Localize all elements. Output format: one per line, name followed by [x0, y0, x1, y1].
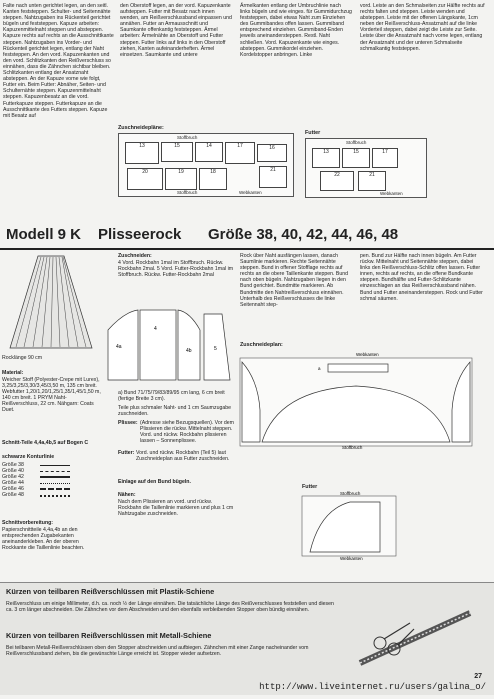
- svg-text:Stoffbruch: Stoffbruch: [340, 491, 361, 496]
- size-legend: Größe 38 Größe 40 Größe 42 Größe 44 Größe 46 Größe 48: [2, 462, 102, 499]
- model-number: Modell 9 K: [6, 226, 82, 243]
- schnitt-title: Schnitt-Teile 4,4a,4b,5 auf Bogen C: [2, 440, 89, 446]
- piece-label-5: 5: [214, 346, 217, 352]
- svg-text:Stoffbruch: Stoffbruch: [342, 445, 363, 450]
- model-sizes: Größe 38, 40, 42, 44, 46, 48: [208, 226, 399, 243]
- cutting-plan-fabric: Stoffbruch 13 15 14 17 20 19 18 16 21 Stoffbruch Webkanten: [118, 133, 294, 197]
- piece-label-4: 4: [154, 326, 157, 332]
- zuschneiden-text: 4 Vord. Rockbahn 1mal im Stoffbruch. Rückw. Rockbahn 2mal. 5 Vord. Futter-Rockbahn 1mal im Stoffbruch. Rückw. Futter-Rockbahn 2mal: [118, 260, 234, 279]
- piece-14: 14: [195, 142, 223, 162]
- right-text1: Rock über Naht ausfängen lassen, danach Saumlinie markieren. Rechte Seitennähte steppen. Bund in offener Stofflage rechts auf rechts an die obere Taillenkante steppen. Bund nach oben bügeln. Nahtzugaben liegen in den Bund gerichtet. Bundmitte markieren. Ab Bundmitte den Nahtreißverschluss einnähen. Unterhalb des Reißverschlusses die linke Seitennaht step-: [240, 253, 349, 308]
- zuschneideplan-label: Zuschneidepläne:: [118, 125, 164, 131]
- piece-21: 21: [259, 166, 287, 188]
- einlage-text: Einlage auf den Bund bügeln.: [118, 479, 191, 485]
- futter-title: Futter:: [118, 450, 135, 456]
- right-text2: pen. Bund zur Hälfte nach innen bügeln. Am Futter rückw. Mittelnaht und Seitennähte steppen, dabei links den Reißverschluss-Schlitz offen lassen. Futter innen, rechts auf rechts, an die offene Bundkante steppen. Bundhälfte und Futter-Schlitzkante einzeschlagen an das Reißverschlussband nähen. Bund und Futter aneinandersteppen. Rock und Futter schmal säumen.: [360, 253, 483, 302]
- naehen-text: Nach dem Plissieren an vord. und rückw. Rockbahn die Taillenlinie markieren und plus 1 cm Nahtzugabe zuschneiden.: [118, 499, 234, 518]
- piece-17: 17: [225, 142, 255, 164]
- top-text-col2: den Oberstoff legen, an der vord. Kapuzenkante aufsteppen. Futter mit Besatz nach innen wenden, am Reißverschlussband einpassen und annähen. Futter an Armausschnitt und Saumkante offenkantig feststeppen. Ärmel arbeiten: Ärmelnähte an Oberstoff und Futter steppen. Futter links auf links in den Oberstoff ziehen, Kanten aufeinanderheften. Ärmel einsetzen. Saumkante und untere: [120, 3, 232, 58]
- naehen-title: Nähen:: [118, 492, 136, 498]
- svg-text:Webkanten: Webkanten: [340, 556, 363, 560]
- vorbereitung-text: Papierschnittteile 4,4a,4b an den entsprechenden Zugabekanten aneinanderkleben. An der oberen Rockkante die Taillenlinie beachten.: [2, 527, 85, 552]
- model-name: Plisseerock: [98, 226, 182, 243]
- futter-label-top: Futter: [305, 130, 321, 136]
- futter-label-right: Futter: [302, 484, 318, 490]
- teile-text: Teile plus schmaler Naht- und 1 cm Saumzugabe zuschneiden.: [118, 405, 232, 418]
- piece-16: 16: [257, 144, 287, 162]
- tip2-title: Kürzen von teilbaren Reißverschlüssen mit Metall-Schiene: [6, 631, 212, 640]
- page-number: 27: [474, 673, 482, 680]
- vorbereitung-title: Schnittvorbereitung:: [2, 520, 54, 526]
- piece-19: 19: [165, 168, 197, 190]
- piece-13: 13: [125, 142, 159, 164]
- plissee-title: Plissee:: [118, 420, 138, 426]
- zuschneiden-title: Zuschneiden:: [118, 253, 152, 259]
- plissee-text: (Adresse siehe Bezugsquellen). Vor dem Plissieren die rückw. Mittelnaht steppen. Vord. und rückw. Rockbahn plissieren lassen – Sonnenplissee.: [140, 420, 235, 445]
- piece-15: 15: [161, 142, 193, 162]
- tip2-text: Bei teilbaren Metall-Reißverschlüssen oben den Stopper abschneiden und aufbiegen. Zähnchen mit einer Zange nacheinander vom Reißverschlussband ziehen, bis die gewünschte Länge erreicht ist. Stopper wieder aufsetzen.: [6, 645, 309, 658]
- futter-text: Vord. und rückw. Rockbahn (Teil 5) laut Zuschneideplan aus Futter zuschneiden.: [136, 450, 230, 463]
- source-url: http://www.liveinternet.ru/users/galina_o/: [259, 682, 486, 692]
- kontur-title: schwarze Konturlinie: [2, 454, 55, 460]
- lining-piece-13: 13: [312, 148, 340, 168]
- tip1-title: Kürzen von teilbaren Reißverschlüssen mit Plastik-Schiene: [6, 587, 215, 596]
- lining-piece-21: 21: [358, 171, 386, 191]
- cutting-plan-lining: Stoffbruch 13 15 17 22 21 Webkanten: [305, 138, 427, 198]
- model-heading: [0, 225, 494, 247]
- pattern-pieces: [104, 304, 234, 386]
- tips-box: [0, 582, 494, 695]
- bund-text: a) Bund 71/75/79/83/89/95 cm lang, 6 cm breit (fertige Breite 3 cm).: [118, 390, 225, 403]
- lining-cutting-plan: [300, 490, 400, 560]
- skirt-length: Rocklänge 90 cm: [2, 355, 43, 361]
- lining-piece-15: 15: [342, 148, 370, 168]
- skirt-cutting-plan: [238, 350, 478, 450]
- piece-label-4a: 4a: [116, 344, 122, 350]
- top-text-col1: Falte nach unten gerichtet legen, an den seitl. Kanten feststeppen. Schulter- und Seitennähte steppen. Nahtzugaben ins Rückenteil gerichtet bügeln und feststeppen. Kapuze arbeiten: Kapuzenmittelnaht steppen und absteppen. Kapuze rechts auf rechts an die Ausschnittkante steppen. Nahtzugaben ins Vorder- und Rückenteil gerichtet legen, entlang der Naht feststeppen. An den vord. Kapuzenkanten und den vord. Schlitzkanten den Reißverschluss so einnähen, dass die Zähnchen sichtbar bleiben. Schlitzkanten entlang der Ansatznaht absteppen. An der Kapuze vorne wie folgt, Futter ein. Beim Futter: Abnäher, Seiten- und Schulternähte steppen. Kapuzenmittelnaht steppen. Kapuzenbesatz an die vord. Futterkapuze steppen. Futterkapuze an die Ausschnittkante des Futters steppen. Kapuze mit Besatz auf: [3, 3, 114, 119]
- top-text-col3: Ärmelkanten entlang der Umbruchlinie nach links bügeln und wie einges. für Gummidurchzug feststeppen, dabei etwas Naht zum Einziehen des Gummibandes offen lassen. Gummiband entsprechend einziehen. Gummiband-Enden jeweils aneinandersteppen. Restl. Naht schließen. Vord. Kapuzenkante wie einges. absteppen. Gummikordel einziehen. Kordelstopper anbringen. Linke: [240, 3, 352, 58]
- lining-piece-22: 22: [320, 171, 354, 191]
- lining-piece-17: 17: [372, 148, 398, 168]
- skirt-illustration: [6, 254, 96, 352]
- zuschneideplan-label-right: Zuschneideplan:: [240, 342, 283, 348]
- material-text: Weicher Stoff (Polyester-Crepe mit Lurex), 3,25/3,25/3,30/3,45/3,50 m, 135 cm breit. Webfutter 1,20/1,20/1,25/1,35/1,45/1,50 m, 140 cm breit. 1 PRYM Naht-Reißverschluss, 22 cm. Nähgarn: Coats Duet.: [2, 377, 101, 414]
- svg-text:Webkanten: Webkanten: [356, 352, 379, 357]
- top-text-col4: vord. Leiste an den Schmalseiten zur Hälfte rechts auf rechts falten und steppen. Leiste wenden und absteppen. Leiste mit der offenen Längskante, 1cm neben der Reißverschluss-Ansatznaht auf die linke Vorderteil steppen, dabei zeigt die Leiste zur Seite. Leiste über die Ansatznaht nach vorne legen, entlang der Ansatznaht und der unteren Schmalseite schmalkantig feststeppen.: [360, 3, 485, 52]
- piece-label-4b: 4b: [186, 348, 192, 354]
- material-title: Material:: [2, 370, 24, 376]
- heading-rule: [0, 248, 494, 250]
- svg-text:a: a: [318, 366, 321, 371]
- piece-18: 18: [199, 168, 227, 190]
- tip1-text: Reißverschluss um einige Millimeter, d.h. ca. noch ½ der Länge einnähen. Die tatsächliche Länge des Reißverschlusses feststellen und diesen ca. 3 cm länger abschneiden. Die Zähnchen vor dem Abschneiden und den ebenfalls verbleibenden Stopper oben bündig einnähen.: [6, 601, 334, 614]
- piece-20: 20: [127, 168, 163, 190]
- zipper-illustration: [350, 603, 480, 673]
